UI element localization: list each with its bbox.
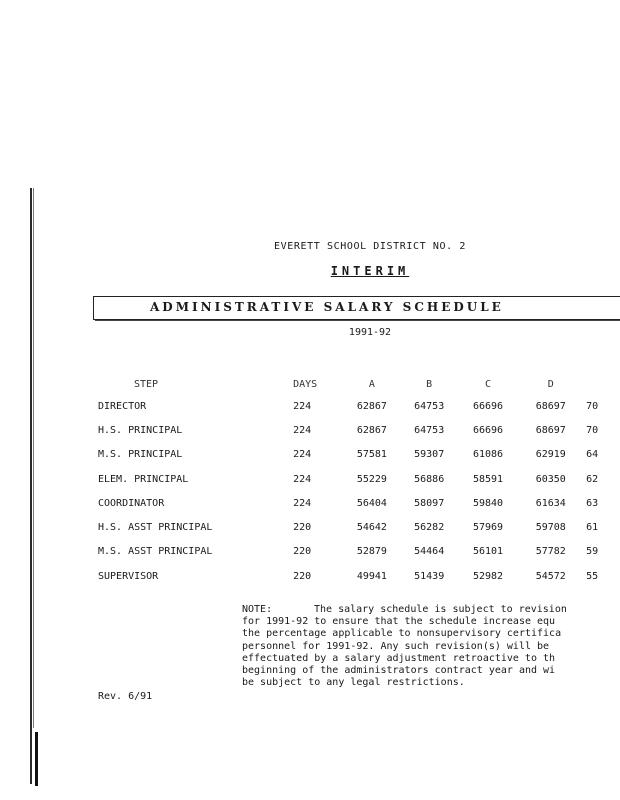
col-header-a: A: [368, 378, 375, 390]
cell-b: 51439: [414, 570, 445, 582]
note-line: for 1991-92 to ensure that the schedule increase equ: [242, 616, 556, 628]
table-header-row: [98, 374, 620, 394]
note-line: the percentage applicable to nonsupervisory certifica: [242, 628, 562, 640]
col-header-step: STEP: [134, 378, 159, 390]
cell-step: DIRECTOR: [98, 400, 147, 412]
title-banner: [93, 296, 620, 320]
cell-days: 220: [293, 522, 312, 534]
salary-table: [98, 374, 620, 588]
table-row: [98, 564, 620, 588]
cell-d: 60350: [535, 473, 566, 485]
cell-d: 61634: [535, 497, 566, 509]
cell-step: M.S. PRINCIPAL: [98, 449, 183, 461]
cell-days: 220: [293, 570, 312, 582]
cell-c: 52982: [472, 570, 504, 582]
cell-step: H.S. ASST PRINCIPAL: [98, 522, 213, 534]
interim-heading: INTERIM: [330, 264, 410, 278]
col-header-c: C: [485, 378, 492, 390]
cell-step: COORDINATOR: [98, 497, 165, 509]
note-label: NOTE:: [242, 604, 273, 615]
table-row: [98, 443, 620, 467]
cell-e: 62: [586, 473, 599, 485]
col-header-b: B: [426, 378, 433, 390]
school-year: 1991-92: [348, 327, 392, 338]
note-line: beginning of the administrators contract year and wi: [242, 665, 556, 677]
cell-c: 61086: [472, 449, 504, 461]
cell-c: 57969: [472, 522, 504, 534]
cell-a: 62867: [356, 400, 387, 412]
cell-d: 68697: [535, 400, 566, 412]
table-row: [98, 467, 620, 491]
cell-days: 224: [293, 449, 312, 461]
cell-days: 224: [293, 497, 312, 509]
cell-b: 54464: [414, 546, 445, 558]
col-header-days: DAYS: [293, 378, 318, 390]
cell-e: 61: [586, 522, 599, 534]
col-header-e: [582, 374, 620, 394]
cell-a: 54642: [356, 522, 387, 534]
cell-b: 59307: [414, 449, 445, 461]
cell-a: 56404: [356, 497, 387, 509]
table-row: [98, 418, 620, 442]
col-header-d: D: [547, 378, 554, 390]
cell-a: 57581: [356, 449, 387, 461]
district-name: EVERETT SCHOOL DISTRICT NO. 2: [274, 241, 466, 252]
cell-e: 59: [586, 546, 599, 558]
schedule-title: ADMINISTRATIVE SALARY SCHEDULE: [150, 300, 504, 314]
cell-a: 62867: [356, 424, 387, 436]
cell-c: 59840: [472, 497, 504, 509]
table-row: [98, 394, 620, 418]
cell-step: M.S. ASST PRINCIPAL: [98, 546, 213, 558]
table-row: [98, 515, 620, 539]
cell-b: 56282: [414, 522, 445, 534]
cell-step: SUPERVISOR: [98, 570, 159, 582]
cell-b: 64753: [414, 424, 445, 436]
cell-c: 56101: [472, 546, 504, 558]
cell-d: 68697: [535, 424, 566, 436]
cell-c: 66696: [472, 424, 504, 436]
note-line: personnel for 1991-92. Any such revision(s) will be: [242, 640, 550, 652]
cell-c: 58591: [472, 473, 504, 485]
cell-a: 49941: [356, 570, 387, 582]
schedule-note: [242, 604, 620, 689]
cell-e: 55: [586, 570, 599, 582]
cell-a: 52879: [356, 546, 387, 558]
table-row: [98, 491, 620, 515]
cell-d: 57782: [535, 546, 566, 558]
cell-step: H.S. PRINCIPAL: [98, 424, 183, 436]
cell-e: 70: [586, 400, 599, 412]
note-text: The salary schedule is subject to revision: [314, 604, 567, 615]
revision-date: Rev. 6/91: [98, 691, 153, 702]
cell-days: 224: [293, 400, 312, 412]
cell-days: 220: [293, 546, 312, 558]
cell-days: 224: [293, 424, 312, 436]
cell-b: 64753: [414, 400, 445, 412]
cell-e: 63: [586, 497, 599, 509]
cell-c: 66696: [472, 400, 504, 412]
cell-a: 55229: [356, 473, 387, 485]
note-line: [242, 604, 620, 616]
cell-d: 54572: [535, 570, 566, 582]
cell-d: 62919: [535, 449, 566, 461]
cell-days: 224: [293, 473, 312, 485]
cell-d: 59708: [535, 522, 566, 534]
note-line: be subject to any legal restrictions.: [242, 677, 465, 689]
scan-edge-mark: [35, 732, 38, 786]
note-line: effectuated by a salary adjustment retroactive to th: [242, 652, 556, 664]
cell-step: ELEM. PRINCIPAL: [98, 473, 189, 485]
cell-e: 70: [586, 424, 599, 436]
table-row: [98, 540, 620, 564]
cell-b: 58097: [414, 497, 445, 509]
cell-e: 64: [586, 449, 599, 461]
cell-b: 56886: [414, 473, 445, 485]
